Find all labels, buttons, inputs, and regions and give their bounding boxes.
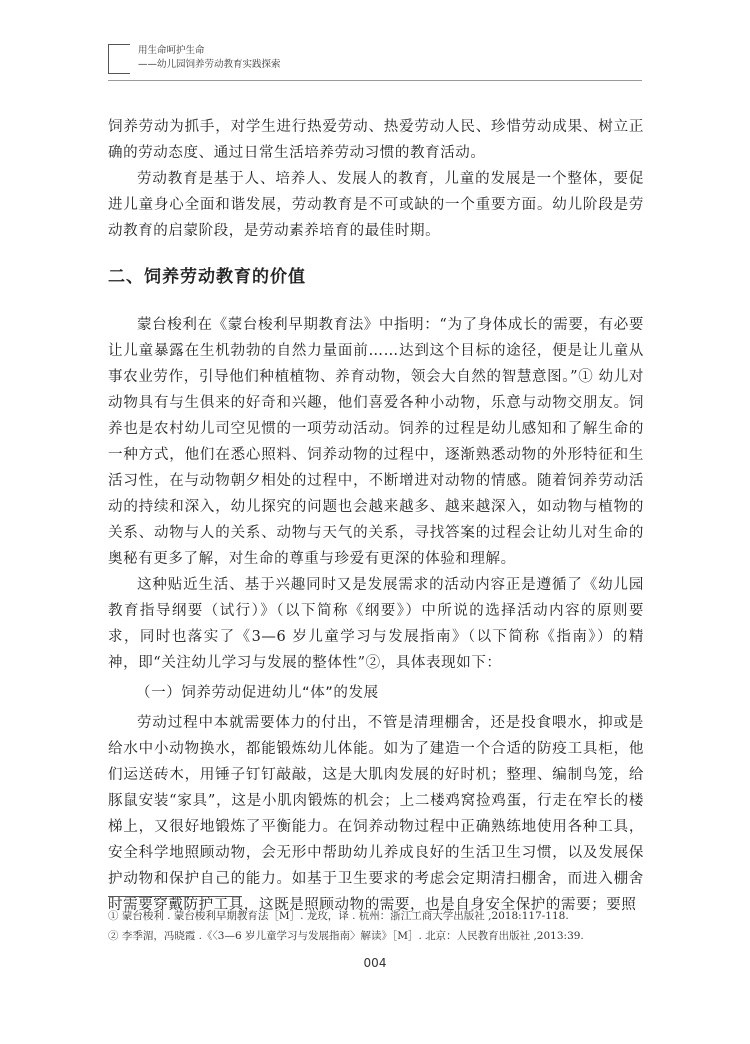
header-bracket-icon <box>108 44 130 74</box>
header-title: 用生命呵护生命 <box>138 45 205 56</box>
header-text <box>138 44 281 72</box>
paragraph-2: 劳动教育是基于人、培养人、发展人的教育，儿童的发展是一个整体，要促进儿童身心全面和谐发展，劳动教育是不可或缺的一个重要方面。幼儿阶段是劳动教育的启蒙阶段，是劳动素养培育的最佳时期。 <box>108 171 644 239</box>
footnote-2: ② 李季湄，冯晓霞 .《〈3—6 岁儿童学习与发展指南〉解读》［M］. 北京：人民教育出版社 ,2013:39. <box>108 930 584 942</box>
page-number: 004 <box>363 956 387 970</box>
paragraph-3: 蒙台梭利在《蒙台梭利早期教育法》中指明：“为了身体成长的需要，有必要让儿童暴露在生机勃勃的自然力量面前……达到这个目标的途径，便是让儿童从事农业劳作，引导他们种植植物、养育动物，领会大自然的智慧意图。”① 幼儿对动物具有与生俱来的好奇和兴趣，他们喜爱各种小动物，乐意与动物交朋友。饲养也是农村幼儿司空见惯的一项劳动活动。饲养的过程是幼儿感知和了解生命的一种方式，他们在悉心照料、饲养动物的过程中，逐渐熟悉动物的外形特征和生活习性，在与动物朝夕相处的过程中，不断增进对动物的情感。随着饲养劳动活动的持续和深入，幼儿探究的问题也会越来越多、越来越深入，如动物与植物的关系、动物与人的关系、动物与天气的关系，寻找答案的过程会让幼儿对生命的奥秘有更多了解，对生命的尊重与珍爱有更深的体验和理解。 <box>108 317 644 567</box>
running-header <box>108 44 281 80</box>
section-heading: 二、饲养劳动教育的价值 <box>108 267 306 287</box>
footnotes <box>108 906 668 946</box>
paragraph-4: 这种贴近生活、基于兴趣同时又是发展需求的活动内容正是遵循了《幼儿园教育指导纲要（试行）》（以下简称《纲要》）中所说的选择活动内容的原则要求，同时也落实了《3—6 岁儿童学习与发展指南》（以下简称《指南》）的精神，即“关注幼儿学习与发展的整体性”②，具体表现如下： <box>108 577 644 671</box>
header-subtitle: ——幼儿园饲养劳动教育实践探索 <box>138 59 281 70</box>
footnote-divider <box>108 896 242 897</box>
header-divider <box>108 80 642 81</box>
paragraph-5: 劳动过程中本就需要体力的付出，不管是清理棚舍，还是投食喂水，抑或是给水中小动物换水，都能锻炼幼儿体能。如为了建造一个合适的防疫工具柜，他们运送砖木，用锤子钉钉敲敲，这是大肌肉发展的好时机；整理、编制鸟笼，给豚鼠安装“家具”，这是小肌肉锻炼的机会；上二楼鸡窝捡鸡蛋，行走在窄长的楼梯上，又很好地锻炼了平衡能力。在饲养动物过程中正确熟练地使用各种工具，安全科学地照顾动物，会无形中帮助幼儿养成良好的生活卫生习惯，以及发展保护动物和保护自己的能力。如基于卫生要求的考虑会定期清扫棚舍，而进入棚舍时需要穿戴防护工具，这既是照顾动物的需要，也是自身安全保护的需要；要照 <box>108 715 644 913</box>
paragraph-1: 饲养劳动为抓手，对学生进行热爱劳动、热爱劳动人民、珍惜劳动成果、树立正确的劳动态度、通过日常生活培养劳动习惯的教育活动。 <box>108 119 644 161</box>
body-text <box>108 114 644 918</box>
footnote-1: ① 蒙台梭利 . 蒙台梭利早期教育法［M］. 龙玫，译 . 杭州：浙江工商大学出版社 ,2018:117-118. <box>108 910 569 922</box>
subsection-heading: （一）饲养劳动促进幼儿“体”的发展 <box>136 685 379 701</box>
